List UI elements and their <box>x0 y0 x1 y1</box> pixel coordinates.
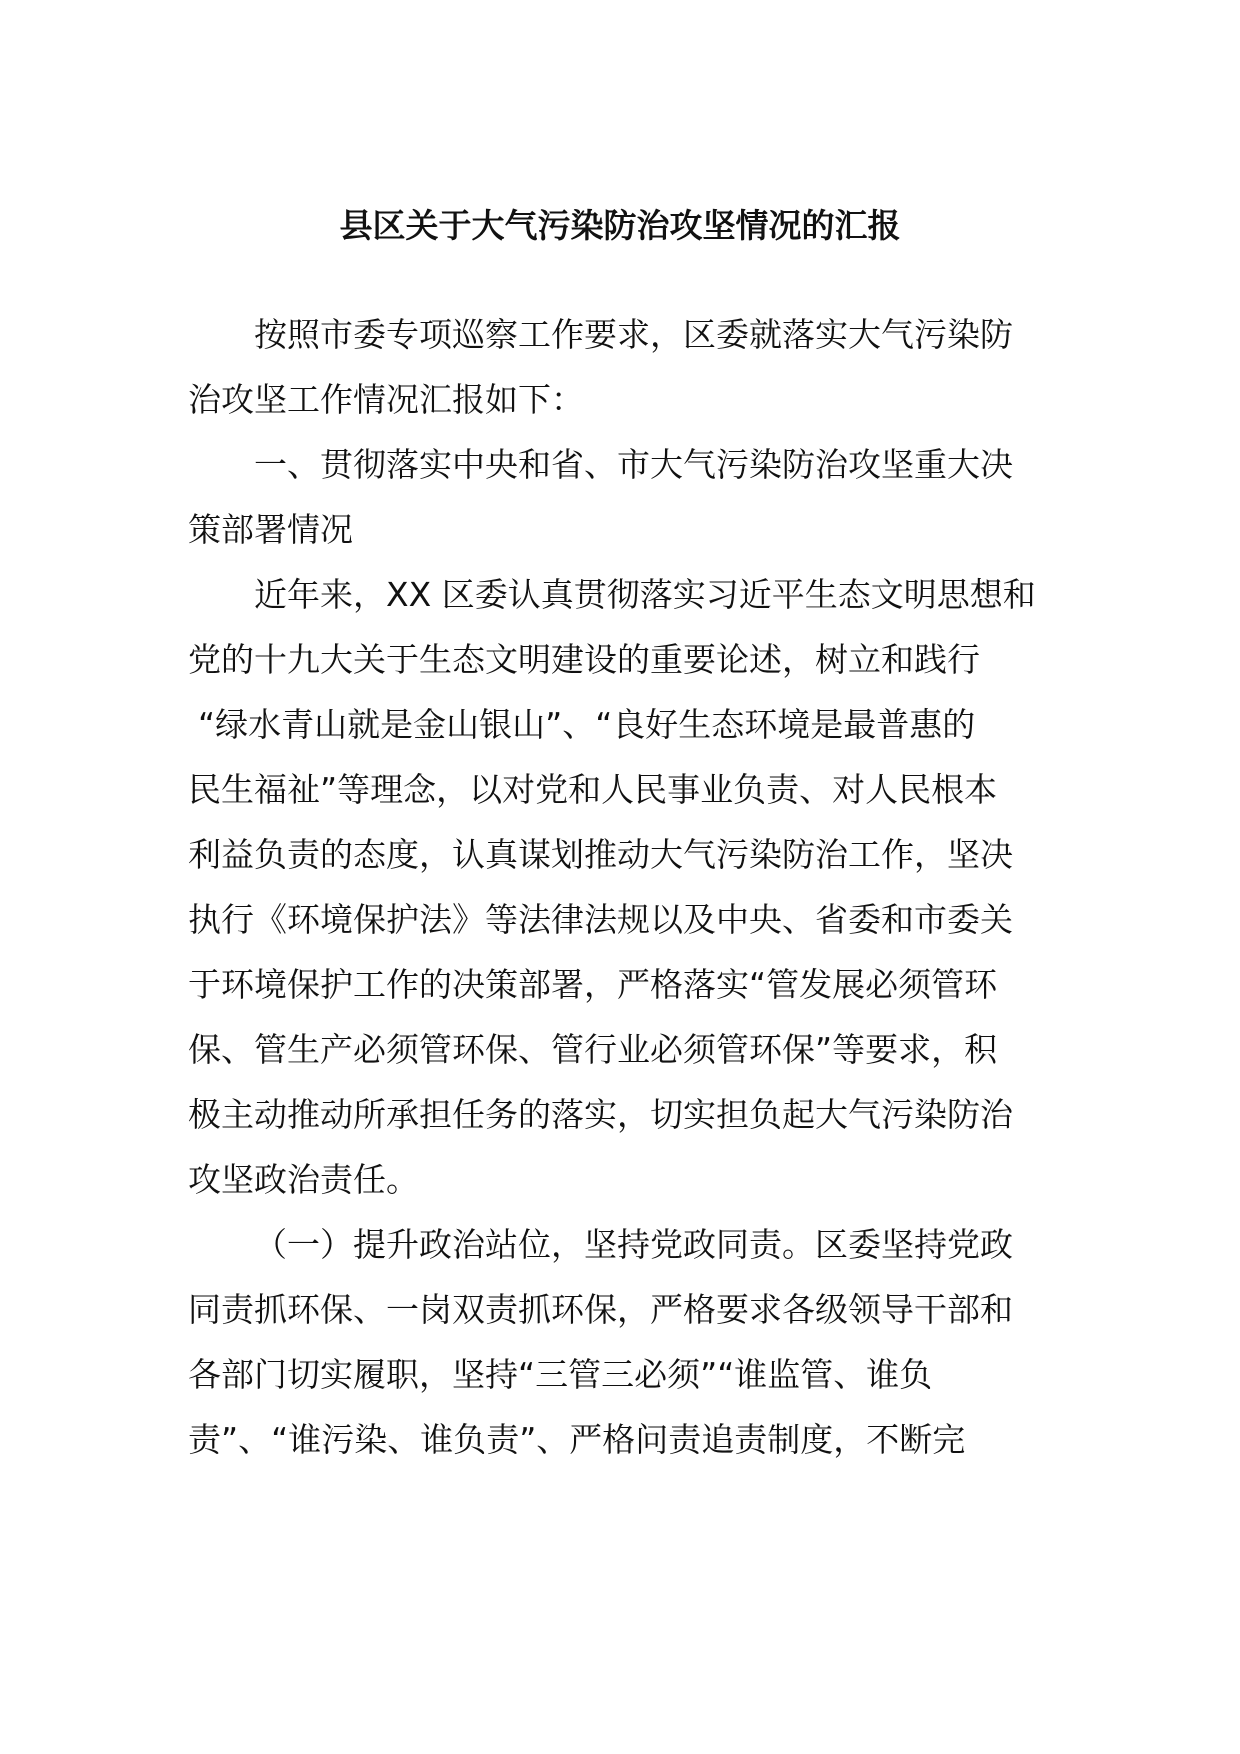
text-line: 各部门切实履职，坚持“三管三必须”“谁监管、谁负 <box>188 1355 933 1394</box>
text-line: 责”、“谁污染、谁负责”、严格问责追责制度，不断完 <box>188 1420 966 1459</box>
text-line: 于环境保护工作的决策部署，严格落实“管发展必须管环 <box>188 965 998 1004</box>
text-line: 同责抓环保、一岗双责抓环保，严格要求各级领导干部和 <box>188 1290 1013 1329</box>
text-line: 一、贯彻落实中央和省、市大气污染防治攻坚重大决 <box>254 445 1013 484</box>
text-line: 近年来，XX 区委认真贯彻落实习近平生态文明思想和 <box>254 575 1036 614</box>
text-line: 保、管生产必须管环保、管行业必须管环保”等要求，积 <box>188 1030 998 1069</box>
text-line: “绿水青山就是金山银山”、“良好生态环境是最普惠的 <box>198 705 976 744</box>
document-title: 县区关于大气污染防治攻坚情况的汇报 <box>339 206 901 245</box>
text-line: （一）提升政治站位，坚持党政同责。区委坚持党政 <box>254 1225 1013 1264</box>
text-line: 民生福祉”等理念，以对党和人民事业负责、对人民根本 <box>188 770 998 809</box>
text-line: 极主动推动所承担任务的落实，切实担负起大气污染防治 <box>188 1095 1013 1134</box>
text-line: 党的十九大关于生态文明建设的重要论述，树立和践行 <box>188 640 980 679</box>
text-line: 执行《环境保护法》等法律法规以及中央、省委和市委关 <box>188 900 1013 939</box>
text-line: 利益负责的态度，认真谋划推动大气污染防治工作，坚决 <box>188 835 1013 874</box>
paragraph-political-position <box>188 1212 1048 1472</box>
paragraph-intro <box>188 302 1048 432</box>
document-body <box>188 302 1048 1472</box>
text-line: 策部署情况 <box>188 510 353 549</box>
text-line: 治攻坚工作情况汇报如下： <box>188 380 584 419</box>
section-heading-1 <box>188 432 1048 562</box>
text-line: 按照市委专项巡察工作要求，区委就落实大气污染防 <box>254 315 1013 354</box>
text-line: 攻坚政治责任。 <box>188 1160 419 1199</box>
paragraph-overview <box>188 562 1048 1212</box>
